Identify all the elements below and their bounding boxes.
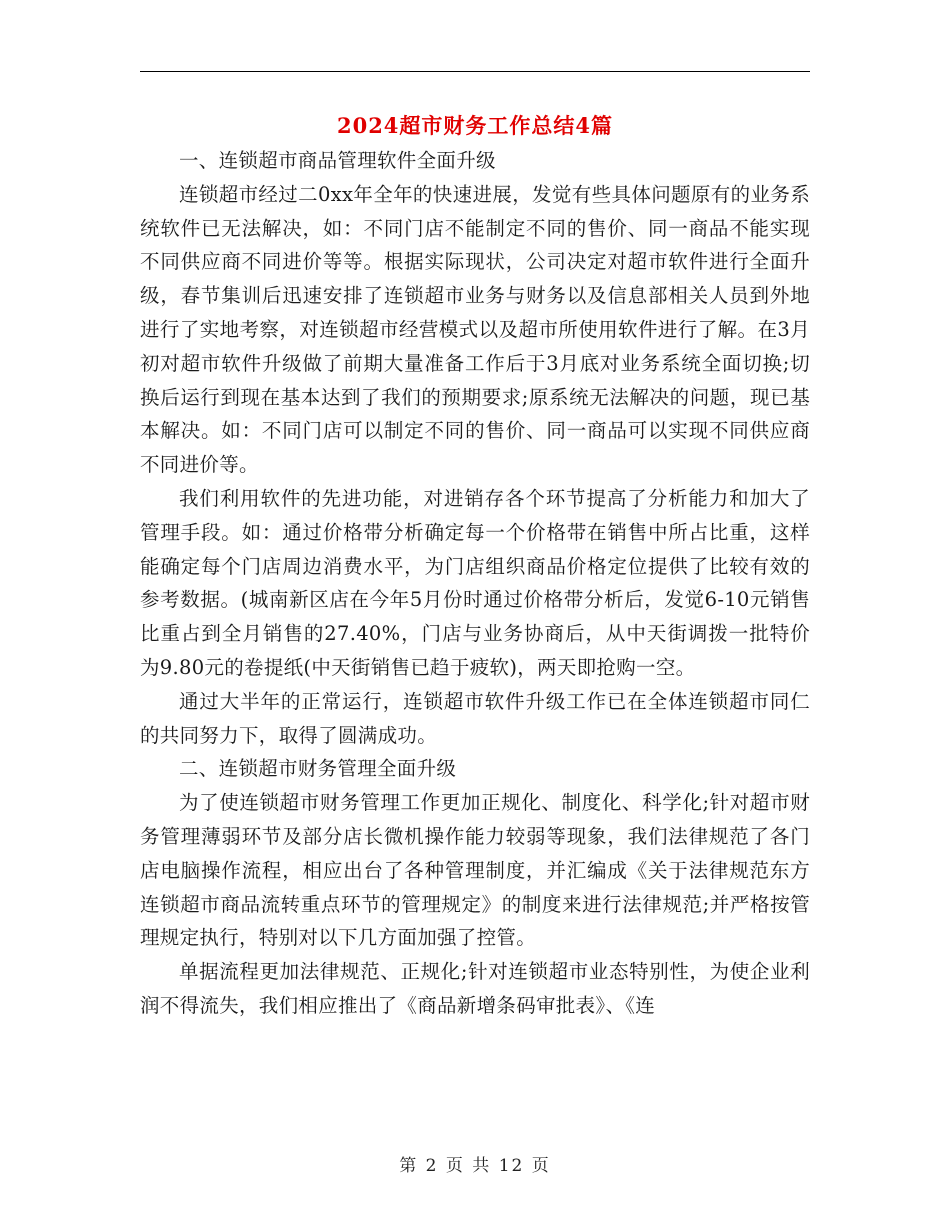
document-body — [140, 144, 810, 1023]
body-paragraph: 为了使连锁超市财务管理工作更加正规化、制度化、科学化;针对超市财务管理薄弱环节及部分店长微机操作能力较弱等现象，我们法律规范了各门店电脑操作流程，相应出台了各种管理制度，并汇编成《关于法律规范东方连锁超市商品流转重点环节的管理规定》的制度来进行法律规范;并严格按管理规定执行，特别对以下几方面加强了控管。 — [140, 791, 810, 950]
header-rule — [140, 71, 810, 72]
section-heading-2: 二、连锁超市财务管理全面升级 — [179, 757, 457, 781]
section-heading-1: 一、连锁超市商品管理软件全面升级 — [179, 149, 496, 172]
body-paragraph: 单据流程更加法律规范、正规化;针对连锁超市业态特别性，为使企业利润不得流失，我们相应推出了《商品新增条码审批表》、《连 — [140, 960, 810, 1017]
body-paragraph: 连锁超市经过二0xx年全年的快速进展，发觉有些具体问题原有的业务系统软件已无法解决，如：不同门店不能制定不同的售价、同一商品不能实现不同供应商不同进价等等。根据实际现状，公司决定对超市软件进行全面升级，春节集训后迅速安排了连锁超市业务与财务以及信息部相关人员到外地进行了实地考察，对连锁超市经营模式以及超市所使用软件进行了解。在3月初对超市软件升级做了前期大量准备工作后于3月底对业务系统全面切换;切换后运行到现在基本达到了我们的预期要求;原系统无法解决的问题，现已基本解决。如：不同门店可以制定不同的售价、同一商品可以实现不同供应商不同进价等。 — [140, 182, 810, 477]
body-paragraph: 通过大半年的正常运行，连锁超市软件升级工作已在全体连锁超市同仁的共同努力下，取得了圆满成功。 — [140, 689, 810, 747]
page-number: 第 2 页 共 12 页 — [399, 1156, 551, 1176]
body-paragraph: 我们利用软件的先进功能，对进销存各个环节提高了分析能力和加大了管理手段。如：通过价格带分析确定每一个价格带在销售中所占比重，这样能确定每个门店周边消费水平，为门店组织商品价格定位提供了比较有效的参考数据。(城南新区店在今年5月份时通过价格带分析后，发觉6-10元销售比重占到全月销售的27.40%，门店与业务协商后，从中天街调拨一批特价为9.80元的卷提纸(中天街销售已趋于疲软)，两天即抢购一空。 — [140, 486, 810, 679]
document-title: 2024超市财务工作总结4篇 — [336, 113, 614, 138]
